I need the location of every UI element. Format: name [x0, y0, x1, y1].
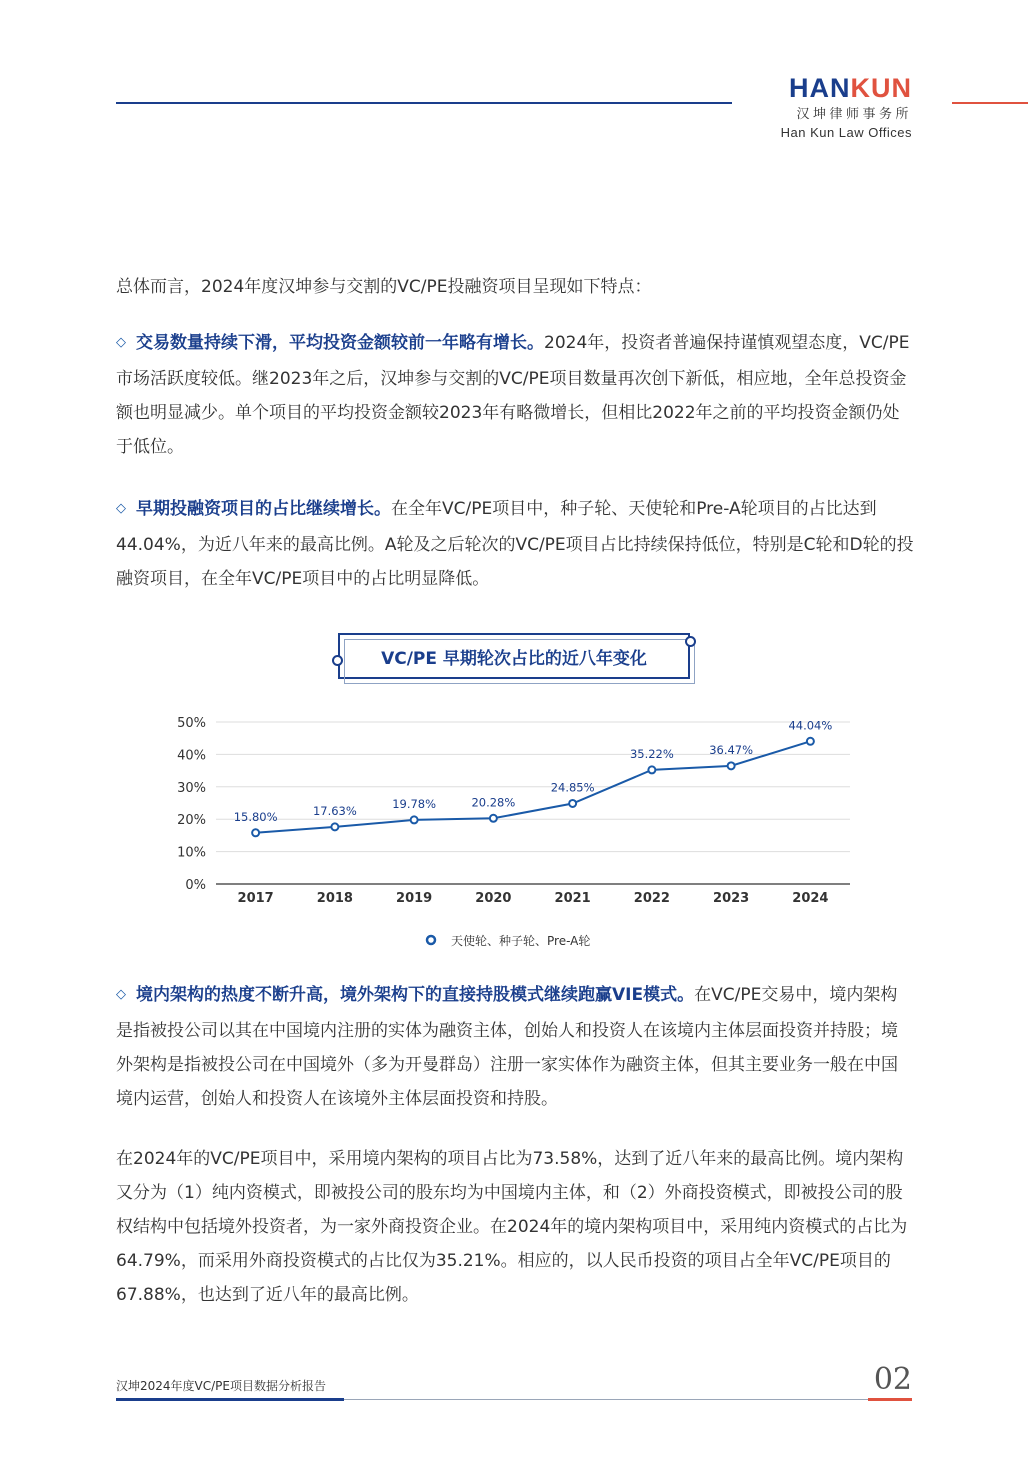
logo-kun: KUN	[850, 73, 912, 103]
data-label: 20.28%	[471, 795, 516, 810]
y-tick-label: 20%	[177, 813, 206, 829]
data-label: 36.47%	[709, 742, 754, 757]
title-box-dot-left	[332, 655, 343, 666]
data-label: 19.78%	[392, 796, 437, 811]
data-label: 24.85%	[550, 780, 595, 795]
intro-paragraph: 总体而言，2024年度汉坤参与交割的VC/PE投融资项目呈现如下特点：	[116, 277, 652, 297]
point-3-body: 在VC/PE交易中，境内架构是指被投公司以其在中国境内注册的实体为融资主体，创始人和投资人在该境内主体层面投资并持股；境外架构是指被投公司在中国境外（多为开曼群岛）注册一家实体作为融资主体，但其主要业务一般在中国境内运营，创始人和投资人在该境外主体层面投资和持股。	[116, 985, 898, 1109]
y-tick-label: 30%	[177, 780, 206, 796]
chart-gridlines	[216, 722, 850, 884]
data-point	[807, 738, 814, 745]
early-stage-line-chart	[116, 700, 914, 960]
data-label: 15.80%	[233, 809, 278, 824]
data-label: 44.04%	[788, 718, 833, 733]
firm-logo	[781, 74, 912, 141]
header-rule	[116, 102, 732, 104]
data-point	[252, 829, 259, 836]
point-3-paragraph	[116, 978, 914, 1116]
footer-red-rule	[868, 1398, 912, 1401]
point-1-body: 2024年，投资者普遍保持谨慎观望态度，VC/PE市场活跃度较低。继2023年之后，汉坤参与交割的VC/PE项目数量再次创下新低，相应地，全年总投资金额也明显减少。单个项目的平均投资金额较2023年有略微增长，但相比2022年之前的平均投资金额仍处于低位。	[116, 333, 910, 457]
header-accent-rule	[952, 102, 1028, 104]
point-2-paragraph	[116, 492, 914, 596]
diamond-bullet-icon: ◇	[116, 501, 126, 516]
data-point	[331, 823, 338, 830]
legend-marker	[427, 936, 435, 944]
point-3-lead: 境内架构的热度不断升高，境外架构下的直接持股模式继续跑赢VIE模式。	[136, 985, 695, 1005]
y-tick-label: 10%	[177, 845, 206, 861]
chart-legend	[427, 933, 590, 948]
data-point	[569, 800, 576, 807]
x-tick-label: 2021	[554, 891, 591, 906]
data-point	[648, 766, 655, 773]
point-1-lead: 交易数量持续下滑，平均投资金额较前一年略有增长。	[136, 333, 544, 353]
y-tick-label: 40%	[177, 748, 206, 764]
footer-blue-rule	[116, 1398, 344, 1401]
data-label: 35.22%	[629, 746, 674, 761]
x-tick-label: 2018	[316, 891, 353, 906]
x-tick-label: 2020	[475, 891, 512, 906]
chart-x-ticks	[238, 891, 829, 906]
diamond-bullet-icon: ◇	[116, 335, 126, 350]
title-box-dot-right	[685, 636, 696, 647]
data-point	[728, 762, 735, 769]
x-tick-label: 2019	[396, 891, 433, 906]
point-1-paragraph	[116, 326, 914, 464]
x-tick-label: 2023	[713, 891, 750, 906]
y-tick-label: 50%	[177, 716, 206, 731]
x-tick-label: 2017	[237, 891, 274, 906]
page-number: 02	[873, 1362, 912, 1397]
chart-y-ticks	[177, 716, 206, 893]
point-2-lead: 早期投融资项目的占比继续增长。	[136, 499, 391, 519]
logo-chinese-name: 汉坤律师事务所	[796, 107, 912, 122]
chart-title: VC/PE 早期轮次占比的近八年变化	[381, 649, 647, 669]
footer-report-title: 汉坤2024年度VC/PE项目数据分析报告	[116, 1379, 326, 1393]
x-tick-label: 2024	[792, 891, 829, 906]
chart-title-box	[338, 633, 690, 679]
footer-gray-rule	[344, 1399, 868, 1400]
chart-data-labels	[234, 718, 833, 823]
logo-english-name: Han Kun Law Offices	[780, 125, 912, 140]
closing-paragraph: 在2024年的VC/PE项目中，采用境内架构的项目占比为73.58%，达到了近八年来的最高比例。境内架构又分为（1）纯内资模式，即被投公司的股东均为中国境内主体，和（2）外商投资模式，即被投公司的股权结构中包括境外投资者，为一家外商投资企业。在2024年的境内架构项目中，采用纯内资模式的占比为64.79%，而采用外商投资模式的占比仅为35.21%。相应的，以人民币投资的项目占全年VC/PE项目的67.88%，也达到了近八年的最高比例。	[116, 1149, 908, 1305]
x-tick-label: 2022	[633, 891, 670, 906]
legend-label: 天使轮、种子轮、Pre-A轮	[451, 934, 591, 948]
data-point	[411, 816, 418, 823]
diamond-bullet-icon: ◇	[116, 987, 126, 1002]
y-tick-label: 0%	[185, 878, 206, 893]
point-2-body: 在全年VC/PE项目中，种子轮、天使轮和Pre-A轮项目的占比达到44.04%，为近八年来的最高比例。A轮及之后轮次的VC/PE项目占比持续保持低位，特别是C轮和D轮的投融资项目，在全年VC/PE项目中的占比明显降低。	[116, 499, 914, 589]
logo-wordmark	[781, 74, 912, 102]
data-point	[490, 815, 497, 822]
logo-han: HAN	[789, 73, 851, 103]
data-label: 17.63%	[312, 803, 357, 818]
